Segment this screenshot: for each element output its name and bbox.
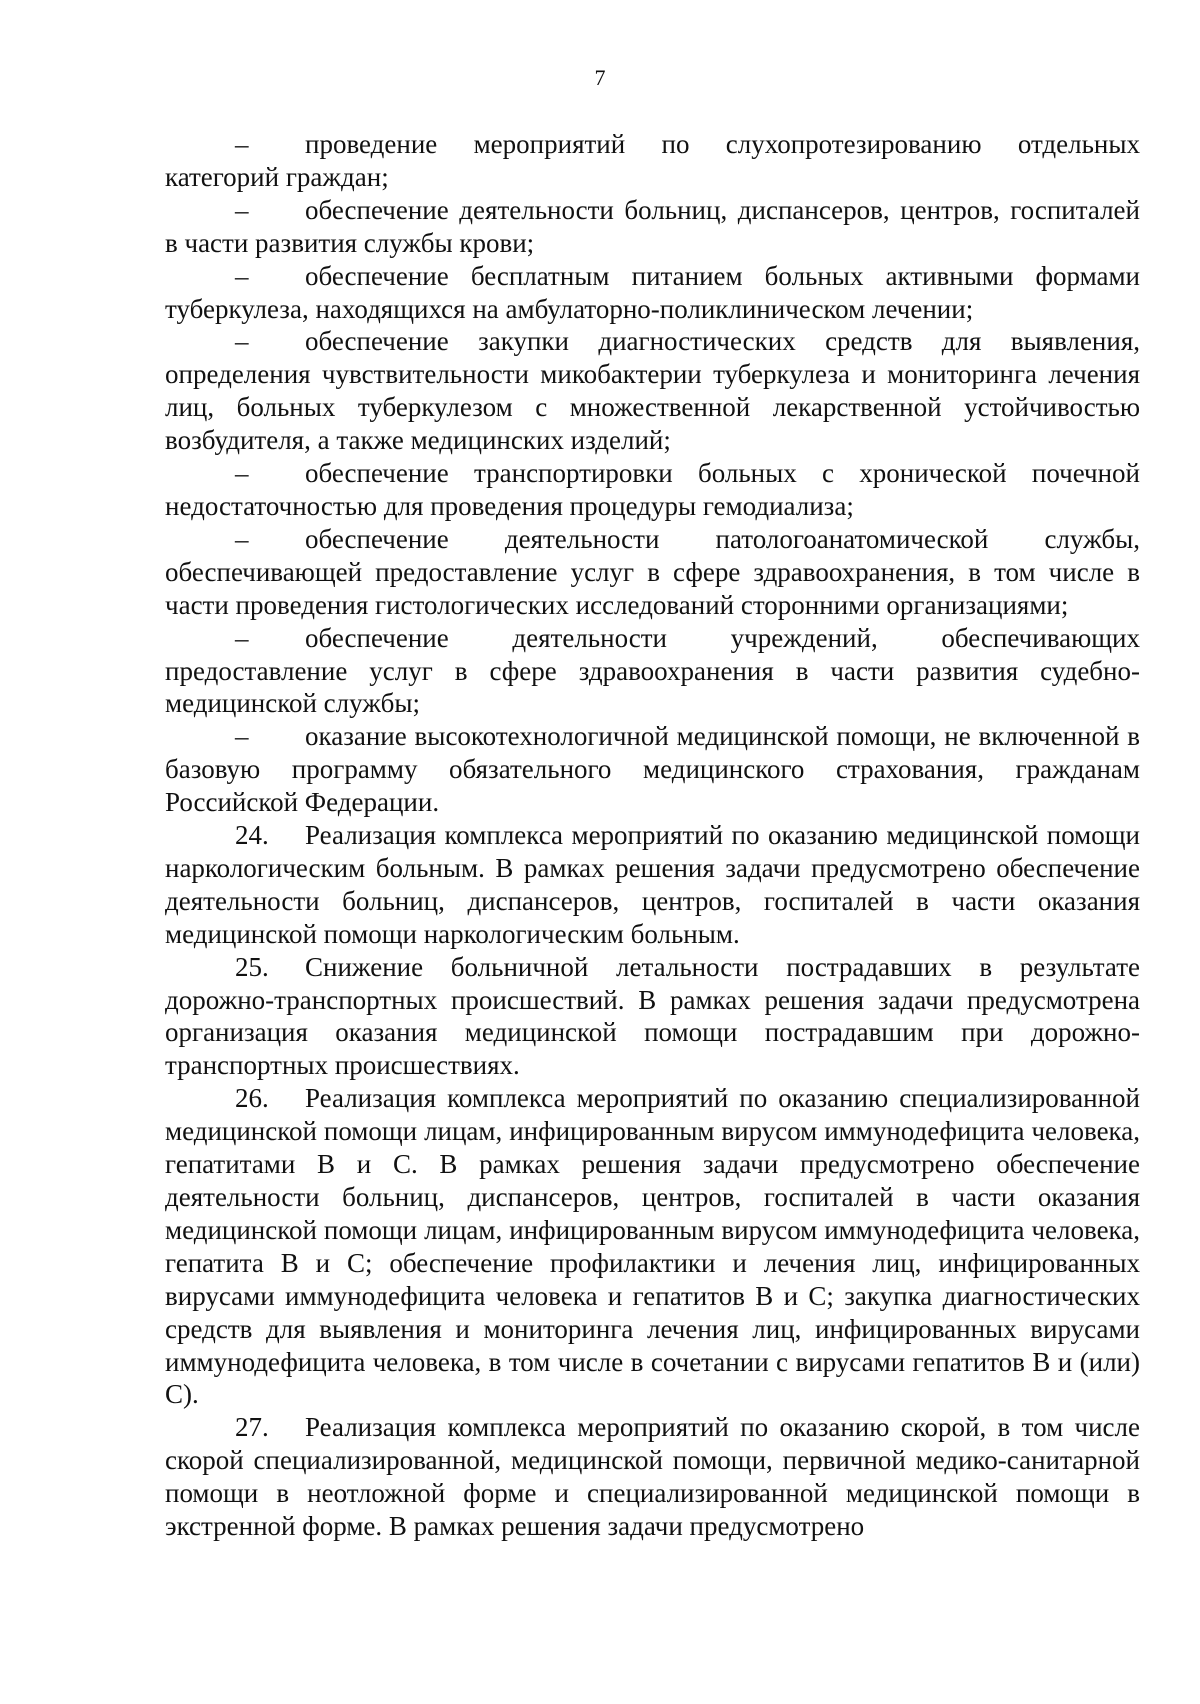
numbered-paragraph [165, 1082, 1140, 1411]
document-body [165, 128, 1140, 1543]
list-dash: – [235, 194, 249, 225]
numbered-paragraph [165, 951, 1140, 1083]
list-dash: – [235, 260, 249, 291]
paragraph-text: обеспечение деятельности патологоанатомической службы, обеспечивающей предоставление услуг в сфере здравоохранения, в том числе в части проведения гистологических исследований сторонними организациями; [165, 523, 1140, 620]
paragraph-text: обеспечение транспортировки больных с хронической почечной недостаточностью для проведения процедуры гемодиализа; [165, 458, 1140, 521]
list-item [165, 325, 1140, 457]
paragraph-number: 26. [235, 1083, 269, 1114]
paragraph-text: Реализация комплекса мероприятий по оказанию специализированной медицинской помощи лицам, инфицированным вирусом иммунодефицита человека, гепатитами В и С. В рамках решения задачи предусмотрено обеспечение деятельности больниц, диспансеров, центров, госпиталей в части оказания медицинской помощи лицам, инфицированным вирусом иммунодефицита человека, гепатита В и С; обеспечение профилактики и лечения лиц, инфицированных вирусами иммунодефицита человека и гепатитов В и С; закупка диагностических средств для выявления и мониторинга лечения лиц, инфицированных вирусами иммунодефицита человека, в том числе в сочетании с вирусами гепатитов В и (или) С). [165, 1083, 1140, 1410]
paragraph-text: обеспечение деятельности учреждений, обеспечивающих предоставление услуг в сфере здравоохранения в части развития судебно-медицинской службы; [165, 622, 1140, 719]
list-dash: – [235, 129, 249, 159]
list-item [165, 523, 1140, 622]
paragraph-number: 24. [235, 820, 269, 851]
paragraph-text: обеспечение бесплатным питанием больных активными формами туберкулеза, находящихся на амбулаторно-поликлиническом лечении; [165, 260, 1140, 324]
paragraph-text: Реализация комплекса мероприятий по оказанию скорой, в том числе скорой специализированной, медицинской помощи, первичной медико-санитарной помощи в неотложной форме и специализированной медицинской помощи в экстренной форме. В рамках решения задачи предусмотрено [165, 1412, 1140, 1542]
list-item [165, 260, 1140, 326]
numbered-paragraph [165, 819, 1140, 951]
list-dash: – [235, 326, 249, 357]
paragraph-number: 25. [235, 951, 269, 982]
list-dash: – [235, 622, 249, 653]
numbered-paragraph [165, 1411, 1140, 1543]
list-item [165, 128, 1140, 194]
list-dash: – [235, 458, 249, 489]
paragraph-text: проведение мероприятий по слухопротезированию отдельных категорий граждан; [165, 129, 1140, 192]
list-dash: – [235, 523, 249, 554]
list-item [165, 194, 1140, 260]
list-item [165, 457, 1140, 523]
paragraph-text: оказание высокотехнологичной медицинской помощи, не включенной в базовую программу обязательного медицинского страхования, гражданам Российской Федерации. [165, 721, 1140, 818]
list-item [165, 622, 1140, 721]
list-item [165, 720, 1140, 819]
paragraph-number: 27. [235, 1412, 269, 1443]
list-dash: – [235, 721, 249, 752]
page-number: 7 [594, 65, 606, 90]
paragraph-text: Реализация комплекса мероприятий по оказанию медицинской помощи наркологическим больным. В рамках решения задачи предусмотрено обеспечение деятельности больниц, диспансеров, центров, госпиталей в части оказания медицинской помощи наркологическим больным. [165, 820, 1140, 949]
paragraph-text: обеспечение деятельности больниц, диспансеров, центров, госпиталей в части развития службы крови; [165, 194, 1140, 258]
paragraph-text: Снижение больничной летальности пострадавших в результате дорожно-транспортных происшествий. В рамках решения задачи предусмотрена организация оказания медицинской помощи пострадавшим при дорожно-транспортных происшествиях. [165, 951, 1140, 1081]
paragraph-text: обеспечение закупки диагностических средств для выявления, определения чувствительности микобактерии туберкулеза и мониторинга лечения лиц, больных туберкулезом с множественной лекарственной устойчивостью возбудителя, а также медицинских изделий; [165, 326, 1140, 456]
